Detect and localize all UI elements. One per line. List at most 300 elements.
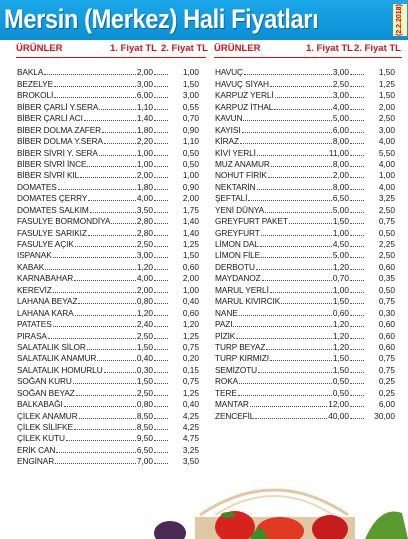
product-name: PATATES xyxy=(17,319,52,330)
price-row xyxy=(215,341,395,352)
price-row xyxy=(215,100,395,111)
price-row xyxy=(17,329,199,340)
dot-leader xyxy=(154,308,168,316)
first-price: 4,00 xyxy=(136,193,153,204)
first-price: 8,00 xyxy=(332,136,349,147)
dot-leader xyxy=(80,170,136,178)
dot-leader xyxy=(261,228,332,236)
second-price: 4,25 xyxy=(182,422,199,432)
price-row xyxy=(17,203,199,214)
second-price: 3,25 xyxy=(182,444,199,455)
product-name: KABAK xyxy=(17,261,45,272)
second-price: 0,50 xyxy=(378,227,395,238)
product-name: PİZİK xyxy=(215,330,236,341)
first-price: 2,80 xyxy=(136,216,153,227)
price-row xyxy=(215,249,395,260)
product-name: BİBER DOLMA Y.SERA xyxy=(17,136,103,147)
dot-leader xyxy=(248,193,332,201)
first-price: 1,00 xyxy=(332,284,349,295)
price-row xyxy=(17,318,199,329)
first-price: 5,00 xyxy=(332,250,349,261)
dot-leader xyxy=(350,170,364,178)
second-price: 2,50 xyxy=(378,204,395,215)
dot-leader xyxy=(350,136,364,144)
product-name: SEMİZOTU xyxy=(215,364,258,375)
second-price: 4,00 xyxy=(378,158,395,169)
price-row xyxy=(215,386,395,397)
price-row xyxy=(215,180,395,191)
second-price: 1,50 xyxy=(182,78,199,89)
price-row xyxy=(215,295,395,306)
product-name: SALATALIK SİLOR xyxy=(17,341,86,352)
product-name: KEREVİZ xyxy=(17,284,52,295)
first-price: 1,50 xyxy=(332,353,349,364)
first-price: 40,00 xyxy=(328,410,349,421)
second-price: 0,40 xyxy=(182,296,199,307)
first-price: 4,00 xyxy=(136,273,153,284)
dot-leader xyxy=(75,308,136,316)
first-price: 6,00 xyxy=(136,90,153,101)
second-price: 2,50 xyxy=(378,250,395,261)
dot-leader xyxy=(350,125,364,133)
dot-leader xyxy=(257,182,332,190)
first-price: 2,00 xyxy=(136,284,153,295)
second-price: 0,75 xyxy=(182,341,199,352)
product-name: ŞEFTALİ xyxy=(215,193,248,204)
dot-leader xyxy=(233,319,331,327)
dot-leader xyxy=(266,342,332,350)
product-name: HAVUÇ SİYAH xyxy=(215,78,269,89)
dot-leader xyxy=(76,388,136,396)
dot-leader xyxy=(154,216,168,224)
dot-leader xyxy=(154,422,168,430)
second-price: 0,35 xyxy=(378,273,395,284)
dot-leader xyxy=(350,273,364,281)
dot-leader xyxy=(53,285,136,293)
second-price: 0,15 xyxy=(182,364,199,375)
price-row xyxy=(17,77,199,88)
dot-leader xyxy=(90,205,136,213)
price-row xyxy=(17,66,199,77)
first-price: 2,50 xyxy=(332,78,349,89)
second-price: 1,40 xyxy=(182,227,199,238)
dot-leader xyxy=(350,193,364,201)
product-name: TURP KIRMIZI xyxy=(215,353,269,364)
second-price: 3,00 xyxy=(182,90,199,101)
product-name: BİBER SİVRİ Y. SERA xyxy=(17,147,98,158)
dot-leader xyxy=(350,79,364,87)
dot-leader xyxy=(154,296,168,304)
price-row xyxy=(17,192,199,203)
second-price: 4,00 xyxy=(378,181,395,192)
product-name: ÇİLEK KUTU xyxy=(17,433,65,444)
price-row xyxy=(17,180,199,191)
dot-leader xyxy=(154,411,168,419)
product-name: KİRAZ xyxy=(215,136,239,147)
first-price: 0,30 xyxy=(136,364,153,375)
first-price: 1,20 xyxy=(332,341,349,352)
dot-leader xyxy=(350,228,364,236)
second-price: 0,75 xyxy=(378,296,395,307)
price-row xyxy=(215,215,395,226)
second-price: 1,00 xyxy=(182,284,199,295)
product-name: GREYFURT xyxy=(215,227,260,238)
dot-leader xyxy=(154,228,168,236)
first-price: 3,00 xyxy=(136,78,153,89)
price-row xyxy=(215,329,395,340)
price-row xyxy=(215,363,395,374)
product-name: YENİ DÜNYA xyxy=(215,204,265,215)
dot-leader xyxy=(350,388,364,396)
second-price: 1,50 xyxy=(182,250,199,261)
first-price: 4,50 xyxy=(332,239,349,249)
dot-leader xyxy=(256,262,332,270)
second-price: 0,90 xyxy=(182,181,199,192)
dot-leader xyxy=(260,239,332,247)
price-row xyxy=(215,77,395,88)
dot-leader xyxy=(350,411,364,419)
first-price: 8,00 xyxy=(332,158,349,169)
second-price: 1,10 xyxy=(182,136,199,147)
dot-leader xyxy=(154,342,168,350)
product-name: NEKTARİN xyxy=(215,181,256,192)
left-price-table xyxy=(17,66,199,466)
price-row xyxy=(215,112,395,123)
first-price: 1,20 xyxy=(136,261,153,272)
product-name: DERBOTU xyxy=(215,261,255,272)
dot-leader xyxy=(78,296,135,304)
second-price: 0,30 xyxy=(378,307,395,318)
first-price: 12,00 xyxy=(328,399,349,410)
second-price: 0,60 xyxy=(378,330,395,341)
dot-leader xyxy=(99,148,136,156)
price-row xyxy=(17,352,199,363)
dot-leader xyxy=(271,159,332,167)
dot-leader xyxy=(350,102,364,110)
price-row xyxy=(215,89,395,100)
dot-leader xyxy=(350,342,364,350)
dot-leader xyxy=(242,125,332,133)
dot-leader xyxy=(97,353,136,361)
first-price: 2,20 xyxy=(136,136,153,147)
first-price: 1,00 xyxy=(136,147,153,158)
product-name: ZENCEFİL xyxy=(215,410,255,421)
dot-leader xyxy=(274,102,332,110)
dot-leader xyxy=(261,250,332,258)
dot-leader xyxy=(154,79,168,87)
second-price: 1,00 xyxy=(182,170,199,181)
dot-leader xyxy=(74,273,136,281)
dot-leader xyxy=(154,456,168,464)
product-name: FASULYE BORMONDİYA xyxy=(17,216,111,227)
dot-leader xyxy=(154,102,168,110)
price-row xyxy=(215,169,395,180)
dot-leader xyxy=(350,216,364,224)
price-row xyxy=(17,443,199,454)
product-name: DOMATES ÇERRY xyxy=(17,193,88,204)
price-row xyxy=(17,123,199,134)
price-row xyxy=(17,135,199,146)
second-price: 1,25 xyxy=(182,239,199,249)
second-price: 1,25 xyxy=(378,78,395,89)
first-price: 3,00 xyxy=(136,250,153,261)
product-name: KAVUN xyxy=(215,113,243,124)
second-price: 30,00 xyxy=(374,410,395,421)
second-price: 4,75 xyxy=(182,433,199,444)
product-name: KARNABAHAR xyxy=(17,273,74,284)
second-price: 1,00 xyxy=(378,170,395,181)
second-price: 0,75 xyxy=(378,364,395,375)
dot-leader xyxy=(64,399,136,407)
dot-leader xyxy=(53,250,136,258)
price-row xyxy=(17,100,199,111)
dot-leader xyxy=(268,170,332,178)
dot-leader xyxy=(350,319,364,327)
first-price: 8,00 xyxy=(332,181,349,192)
dot-leader xyxy=(154,376,168,384)
price-row xyxy=(215,146,395,157)
second-price: 0,25 xyxy=(378,387,395,398)
dot-leader xyxy=(350,182,364,190)
second-price: 1,50 xyxy=(378,67,395,78)
price-row xyxy=(17,386,199,397)
price-row xyxy=(17,260,199,271)
product-name: MAYDANOZ xyxy=(215,273,261,284)
dot-leader xyxy=(79,411,136,419)
second-price: 0,50 xyxy=(182,147,199,158)
second-price: 3,50 xyxy=(182,456,199,467)
second-price: 2,00 xyxy=(378,101,395,112)
second-price: 4,00 xyxy=(378,136,395,147)
product-name: BİBER ÇARLİ ACI xyxy=(17,113,83,124)
dot-leader xyxy=(154,67,168,75)
dot-leader xyxy=(55,456,136,464)
dot-leader xyxy=(154,331,168,339)
dot-leader xyxy=(54,79,136,87)
dot-leader xyxy=(350,308,364,316)
dot-leader xyxy=(102,125,136,133)
product-name: MUZ ANAMUR xyxy=(215,158,270,169)
second-price: 1,25 xyxy=(182,330,199,341)
second-price: 0,75 xyxy=(378,353,395,364)
first-price: 5,00 xyxy=(332,113,349,124)
dot-leader xyxy=(350,250,364,258)
first-price: 2,40 xyxy=(136,319,153,330)
second-price: 0,50 xyxy=(182,158,199,169)
price-row xyxy=(17,375,199,386)
first-price: 1,50 xyxy=(332,216,349,227)
price-row xyxy=(17,158,199,169)
dot-leader xyxy=(154,125,168,133)
product-name: ÇİLEK ANAMUR xyxy=(17,410,78,421)
dot-leader xyxy=(45,262,136,270)
first-price: 0,80 xyxy=(136,296,153,307)
second-price: 1,25 xyxy=(182,387,199,398)
price-row xyxy=(17,112,199,123)
first-price: 3,00 xyxy=(332,90,349,101)
product-name: BİBER SİVRİ KIL xyxy=(17,170,80,181)
dot-leader xyxy=(154,353,168,361)
dot-leader xyxy=(154,388,168,396)
price-row xyxy=(17,455,199,466)
price-row xyxy=(17,341,199,352)
product-name: ISPANAK xyxy=(17,250,52,261)
dot-leader xyxy=(270,353,332,361)
dot-leader xyxy=(88,228,136,236)
tomato-icon xyxy=(256,517,304,539)
dot-leader xyxy=(154,273,168,281)
dot-leader xyxy=(154,285,168,293)
price-row xyxy=(17,363,199,374)
second-price: 3,00 xyxy=(378,124,395,135)
page-title: Mersin (Merkez) Hali Fiyatları xyxy=(4,4,319,34)
first-price: 1,20 xyxy=(332,261,349,272)
price-row xyxy=(17,169,199,180)
dot-leader xyxy=(350,239,364,247)
product-name: PAZI xyxy=(215,319,233,330)
second-price: 0,70 xyxy=(182,113,199,124)
first-price: 8,50 xyxy=(136,410,153,421)
second-price: 1,20 xyxy=(182,319,199,330)
product-name: GREYFURT PAKET xyxy=(215,216,288,227)
dot-leader xyxy=(74,422,136,430)
eggplant-icon xyxy=(154,521,186,539)
price-row xyxy=(215,375,395,386)
first-price: 1,50 xyxy=(332,296,349,307)
dot-leader xyxy=(154,365,168,373)
dot-leader xyxy=(154,205,168,213)
dot-leader xyxy=(154,250,168,258)
first-price: 11,00 xyxy=(328,147,349,158)
dot-leader xyxy=(350,159,364,167)
price-row xyxy=(215,226,395,237)
first-price: 0,50 xyxy=(332,376,349,387)
product-name: HAVUÇ xyxy=(215,67,243,78)
product-name: BEZELYE xyxy=(17,78,54,89)
dot-leader xyxy=(350,353,364,361)
dot-leader xyxy=(154,182,168,190)
first-price: 2,50 xyxy=(136,239,153,249)
product-name: NANE xyxy=(215,307,238,318)
second-price: 0,50 xyxy=(378,284,395,295)
dot-leader xyxy=(66,433,136,441)
first-price: 0,50 xyxy=(332,387,349,398)
first-price: 5,00 xyxy=(332,204,349,215)
second-price: 5,50 xyxy=(378,147,395,158)
product-name: MANTAR xyxy=(215,399,249,410)
product-name: BAKLA xyxy=(17,67,44,78)
second-price: 0,55 xyxy=(182,101,199,112)
dot-leader xyxy=(87,342,136,350)
dot-leader xyxy=(58,182,136,190)
left-product-header: ÜRÜNLER xyxy=(16,43,63,54)
product-name: TERE xyxy=(215,387,237,398)
first-price: 6,00 xyxy=(332,124,349,135)
product-name: LİMON FİLE xyxy=(215,250,261,261)
first-price: 1,40 xyxy=(136,113,153,124)
dot-leader xyxy=(265,205,332,213)
dot-leader xyxy=(281,296,332,304)
second-price: 0,40 xyxy=(182,399,199,410)
product-name: LİMON DAL xyxy=(215,239,259,249)
product-name: BROKOLİ xyxy=(17,90,54,101)
product-name: DOMATES SALKIM xyxy=(17,204,89,215)
price-row xyxy=(215,260,395,271)
price-row xyxy=(17,421,199,432)
product-name: DOMATES xyxy=(17,181,57,192)
price-row xyxy=(17,215,199,226)
dot-leader xyxy=(270,285,332,293)
dot-leader xyxy=(262,273,332,281)
dot-leader xyxy=(54,90,136,98)
product-name: BİBER DOLMA ZAFER xyxy=(17,124,102,135)
dot-leader xyxy=(350,262,364,270)
dot-leader xyxy=(154,445,168,453)
product-name: MARUL KIVIRCIK xyxy=(215,296,281,307)
dot-leader xyxy=(84,113,136,121)
right-price-table xyxy=(215,66,395,421)
second-price: 2,00 xyxy=(182,273,199,284)
dot-leader xyxy=(104,365,136,373)
first-price: 1,20 xyxy=(332,330,349,341)
right-header-divider xyxy=(214,57,402,58)
product-name: FASULYE SARIKIZ xyxy=(17,227,87,238)
second-price: 2,50 xyxy=(378,113,395,124)
first-price: 1,20 xyxy=(136,307,153,318)
dot-leader xyxy=(350,90,364,98)
dot-leader xyxy=(154,148,168,156)
product-name: BİBER SİVRİ İNCE xyxy=(17,158,87,169)
first-price: 2,50 xyxy=(136,330,153,341)
first-price: 9,50 xyxy=(136,433,153,444)
dot-leader xyxy=(258,365,332,373)
title-banner xyxy=(0,0,408,40)
dot-leader xyxy=(154,319,168,327)
first-price: 1,80 xyxy=(136,181,153,192)
dot-leader xyxy=(111,216,136,224)
product-name: TURP BEYAZ xyxy=(215,341,266,352)
second-price: 0,60 xyxy=(378,319,395,330)
dot-leader xyxy=(240,136,332,144)
dot-leader xyxy=(350,113,364,121)
first-price: 0,80 xyxy=(136,399,153,410)
dot-leader xyxy=(257,148,328,156)
price-row xyxy=(17,249,199,260)
dot-leader xyxy=(238,388,332,396)
price-row xyxy=(17,146,199,157)
product-name: KİVİ YERLİ xyxy=(215,147,256,158)
product-name: NOHUT FİRİK xyxy=(215,170,267,181)
right-price2-header: 2. Fiyat TL xyxy=(354,43,401,54)
dot-leader xyxy=(270,79,332,87)
dot-leader xyxy=(275,90,332,98)
dot-leader xyxy=(154,113,168,121)
price-row xyxy=(215,283,395,294)
first-price: 2,00 xyxy=(332,170,349,181)
dot-leader xyxy=(350,296,364,304)
dot-leader xyxy=(48,331,136,339)
first-price: 4,00 xyxy=(332,101,349,112)
dot-leader xyxy=(53,319,136,327)
price-row xyxy=(215,203,395,214)
price-row xyxy=(17,283,199,294)
first-price: 1,00 xyxy=(136,158,153,169)
left-price2-header: 2. Fiyat TL xyxy=(161,43,208,54)
dot-leader xyxy=(243,113,331,121)
first-price: 0,60 xyxy=(332,307,349,318)
dot-leader xyxy=(154,399,168,407)
dot-leader xyxy=(289,216,332,224)
